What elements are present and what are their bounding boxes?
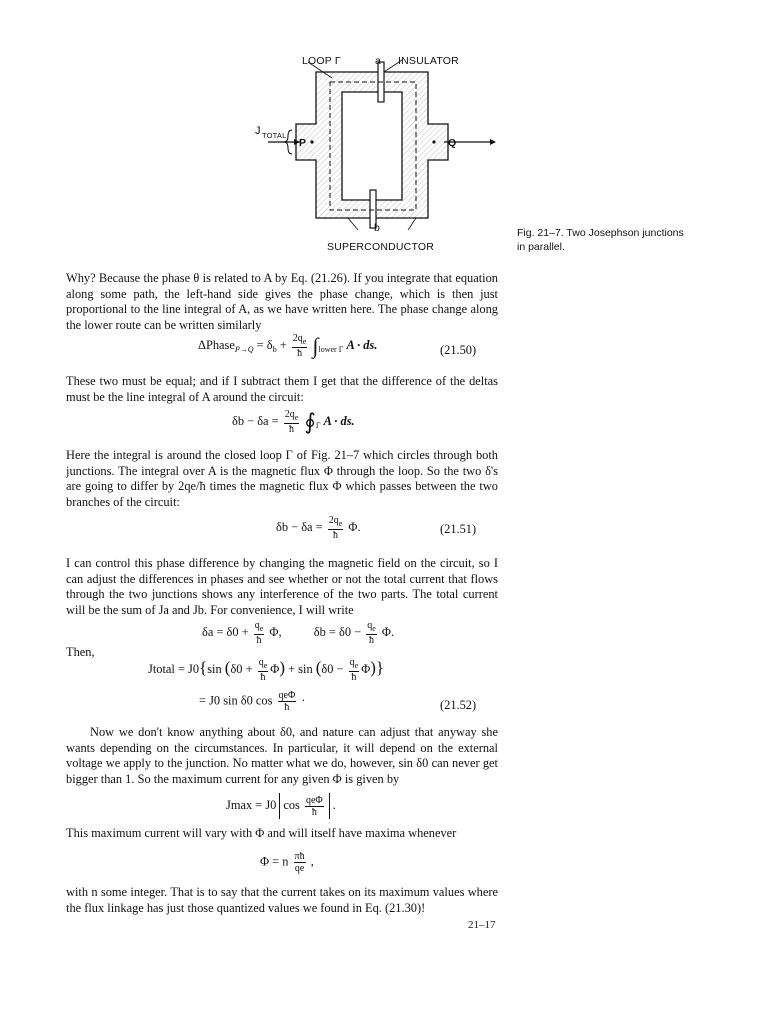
label-j: J — [255, 125, 261, 137]
paragraph-4: I can control this phase difference by changing the magnetic field on the circuit, so I can adjust the differences in phases and see whether or not the total current that flows through the two junctions shows any interference of the two parts. The total current will be the sum of Ja and Jb. For convenience, I will write — [66, 556, 498, 617]
equation-number-21-51: (21.51) — [440, 522, 477, 536]
label-total: TOTAL — [262, 131, 287, 140]
paragraph-1: Why? Because the phase θ is related to A by Eq. (21.26). If you integrate that equation along some path, the left-hand side gives the phase change, which is then just proportional to the line integral of A, as we have written here. The phase change along the lower route can be written similarly — [66, 271, 498, 332]
label-a: a — [375, 55, 382, 67]
equation-j-max: Jmax = J0 cos $\frac{\text{qeΦ}}{ħ}$ . — [226, 794, 336, 818]
equation-phi-quantized: Φ = n $\frac{\pi ħ}{qe}$ , — [260, 851, 314, 874]
figure-caption — [517, 226, 747, 254]
equation-delta-definitions: δa = δ0 + $\frac{q_e}{ħ}$ Φ, δb = δ0 − $\frac{q_e}{ħ}$ Φ. — [202, 620, 395, 646]
label-insulator: INSULATOR — [398, 55, 459, 67]
paragraph-2: These two must be equal; and if I subtract them I get that the difference of the deltas must be the line integral of A around the circuit: — [66, 374, 498, 404]
equation-21-51: δb − δa = $\frac{2q_e}{ħ}$ Φ. — [276, 515, 361, 541]
page-number: 21–17 — [468, 919, 496, 931]
equation-21-52: = J0 sin δ0 cos $\frac{\text{qeΦ}}{ħ}$ · — [199, 690, 306, 713]
paragraph-3: Here the integral is around the closed loop Γ of Fig. 21–7 which circles through both junctions. The integral over A is the magnetic flux Φ through the loop. So the two δ's are going to differ by 2qe/ħ times the magnetic flux Φ which passes between the two branches of the circuit: — [66, 448, 498, 509]
paragraph-7: with n some integer. That is to say that the current takes on its maximum values where the flux linkage has just those quantized values we found in Eq. (21.30)! — [66, 885, 498, 915]
caption-line-1: Fig. 21–7. Two Josephson junctions — [517, 227, 684, 239]
label-loop: LOOP Γ — [302, 55, 341, 67]
label-superconductor: SUPERCONDUCTOR — [327, 241, 435, 253]
label-b: b — [374, 222, 381, 234]
equation-delta-difference: δb − δa = $\frac{2q_e}{ħ}$ $∮_\Gamma$ A · ds. — [232, 409, 355, 435]
label-p: P — [299, 137, 307, 149]
equation-j-total: Jtotal = J0{sin (δ0 + $\frac{q_e}{ħ}$ Φ) + sin (δ0 − $\frac{q_e}{ħ}$ Φ)} — [148, 657, 385, 683]
label-q: Q — [448, 137, 457, 149]
then-label: Then, — [66, 645, 95, 659]
caption-line-2: in parallel. — [517, 241, 565, 253]
equation-21-50: ΔPhase$_{P\to Q}$ = $\delta_b$ + $\frac{2q_e}{ħ}$ $\int_{lower \Gamma}$ A · ds. — [198, 333, 378, 359]
equation-number-21-50: (21.50) — [440, 343, 477, 357]
equation-number-21-52: (21.52) — [440, 698, 477, 712]
paragraph-5: Now we don't know anything about δ0, and nature can adjust that anyway she wants depending on the circumstances. In particular, it will depend on the external voltage we apply to the junction. No matter what we do, however, sin δ0 can never get bigger than 1. So the maximum current for any given Φ is given by — [66, 725, 498, 786]
paragraph-6: This maximum current will vary with Φ and will itself have maxima whenever — [66, 826, 457, 840]
